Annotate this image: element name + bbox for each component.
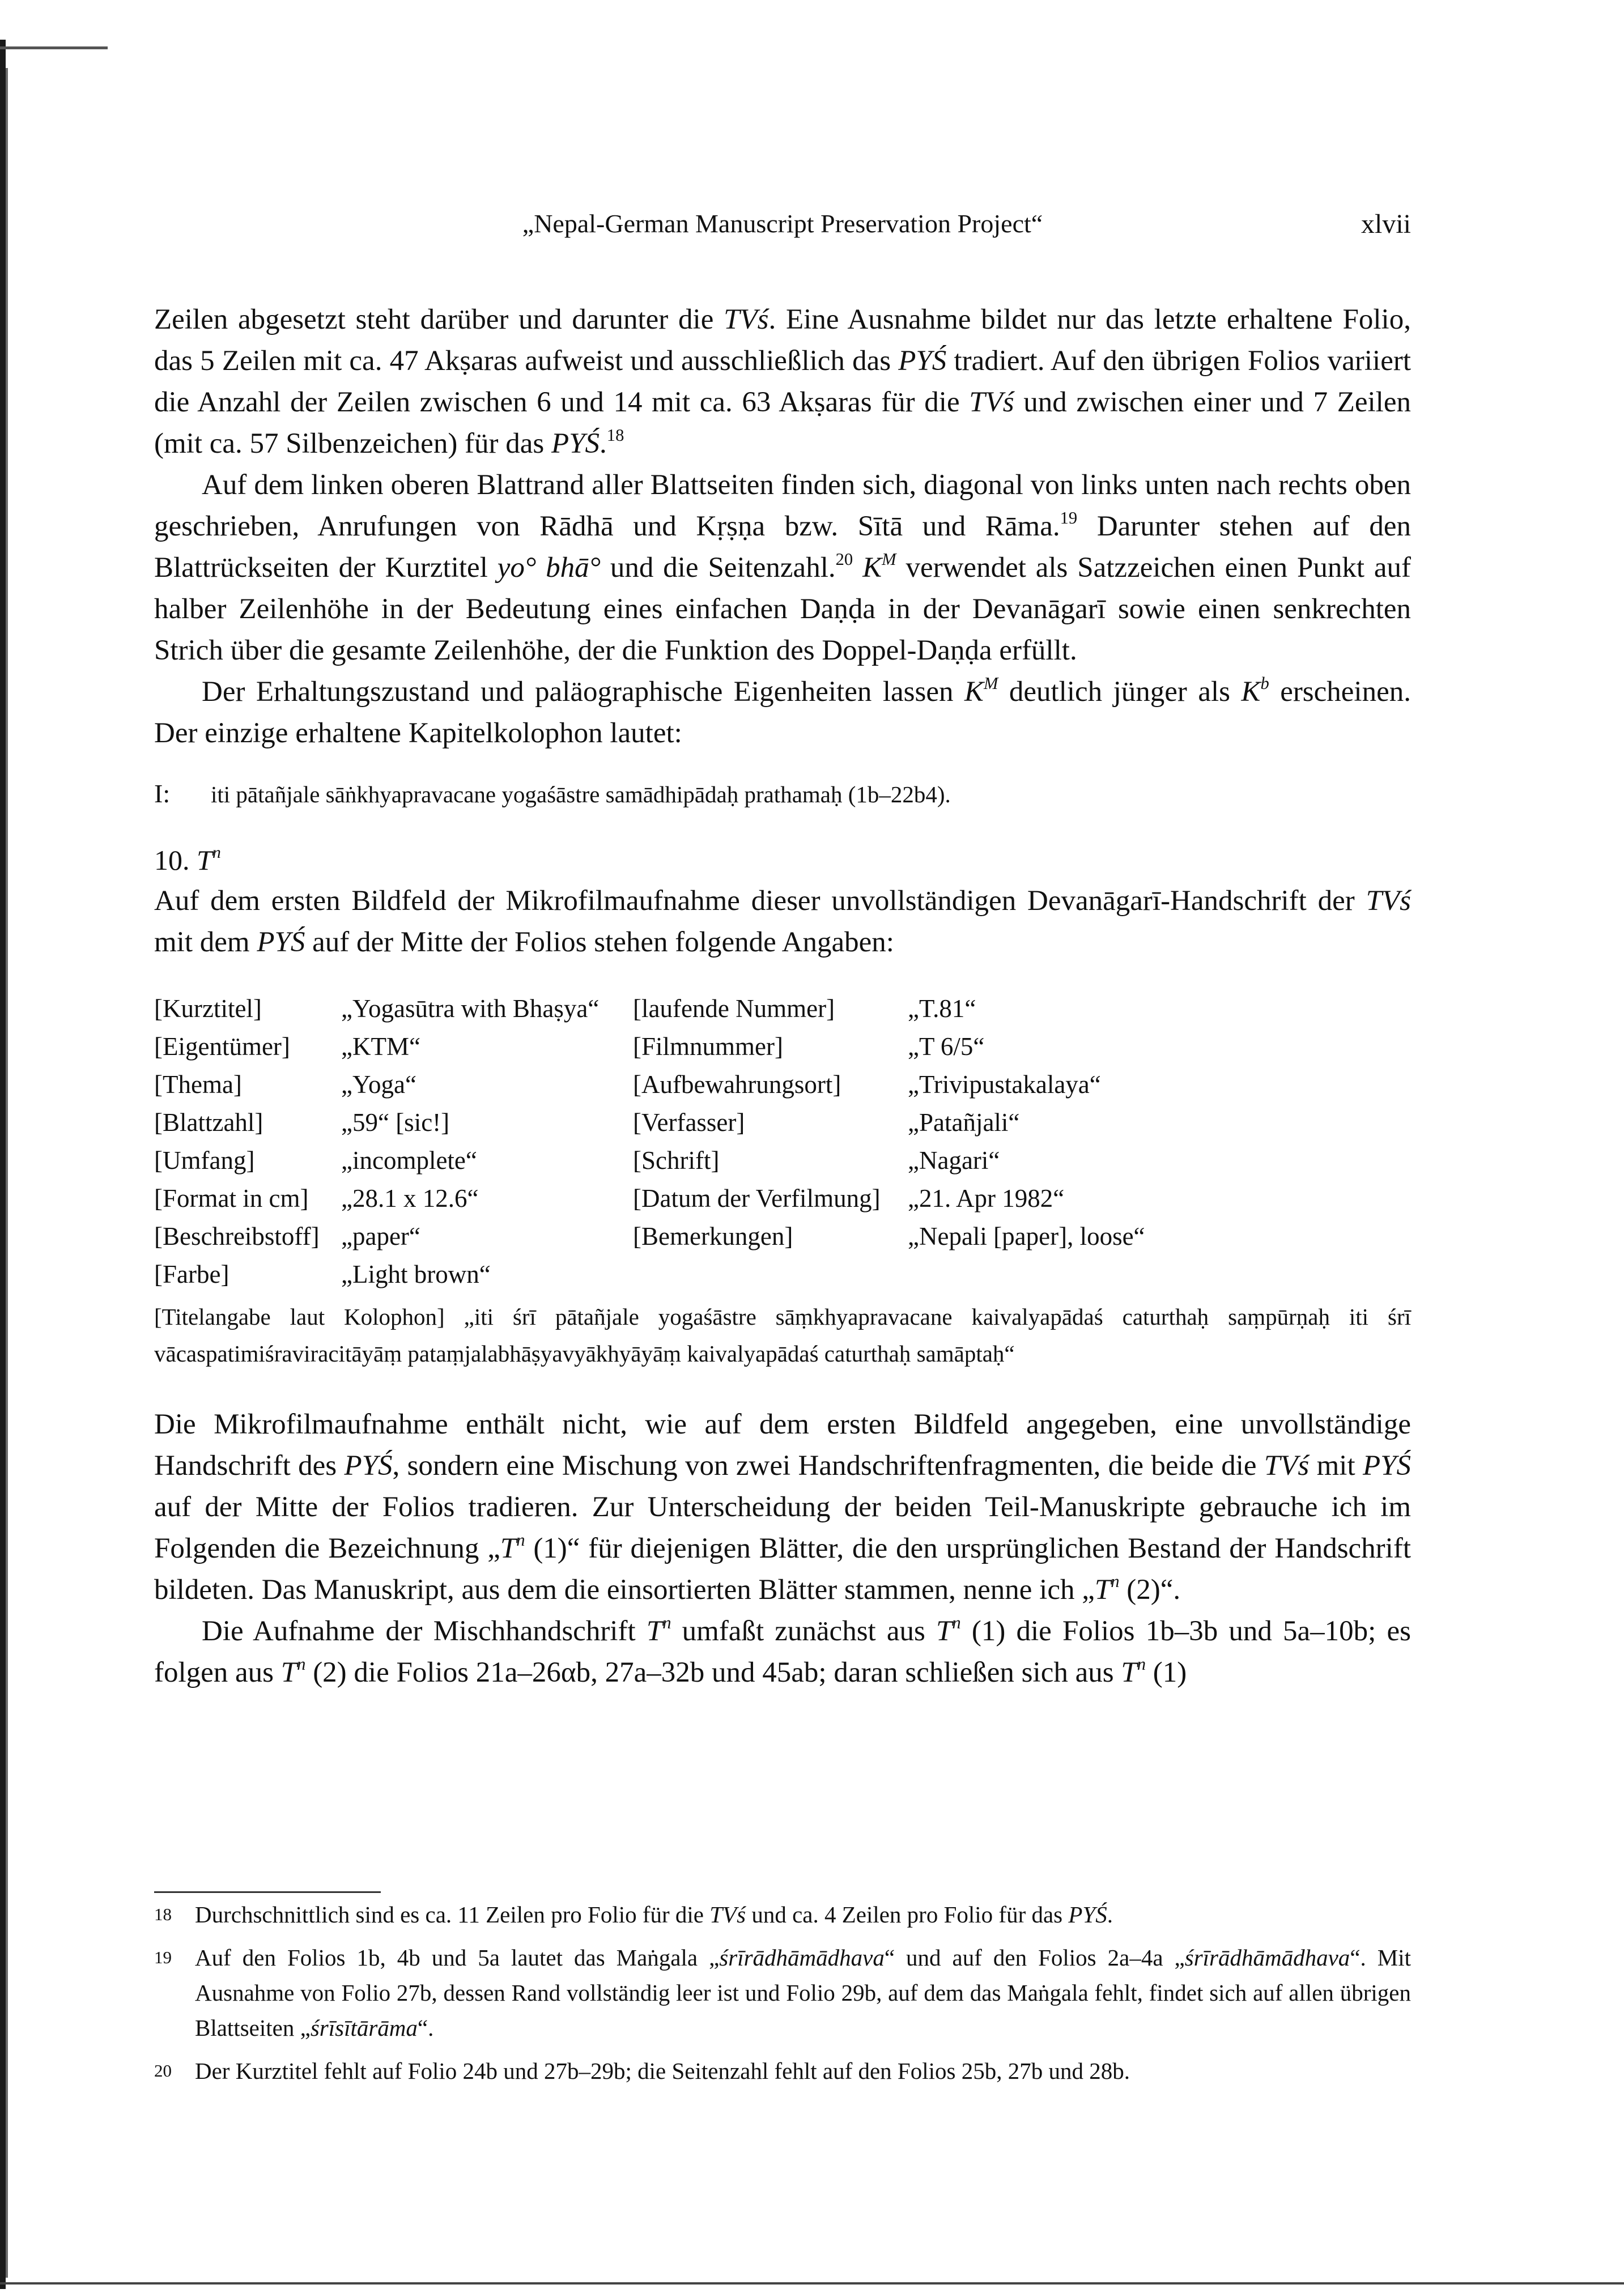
scan-edge-bottom xyxy=(0,2282,1624,2285)
scan-edge-left-shadow xyxy=(6,68,8,2278)
metadata-field-value: „Yogasūtra with Bhaṣya“ xyxy=(341,994,600,1023)
footnote-number: 20 xyxy=(154,2061,172,2081)
metadata-field-value: „T.81“ xyxy=(908,994,976,1023)
siglum-tvs: TVś xyxy=(724,304,769,335)
text: Der Kurztitel fehlt auf Folio 24b und 27b–29b; die Seitenzahl fehlt auf den Folios 25b, 27b und 28b. xyxy=(195,2058,1130,2084)
footnote-ref-19[interactable]: 19 xyxy=(1060,508,1078,527)
siglum-k: K xyxy=(1241,676,1261,708)
siglum-sup: M xyxy=(983,673,998,693)
text: “. Mit Ausnahme von Folio 27b, dessen Rand vollständig leer ist und Folio 29b, auf dem das Maṅgala fehlt, findet sich auf allen übrigen Blattseiten „ xyxy=(195,1945,1411,2041)
metadata-field-value: „Trivipustakalaya“ xyxy=(908,1070,1101,1099)
titelangabe: [Titelangabe laut Kolophon] „iti śrī pātañjale yogaśāstre sāṃkhyapravacane kaivalyapādaś caturthaḥ saṃpūrṇaḥ iti śrī vācaspatimiśraviracitāyāṃ pataṃjalabhāṣyavyākhyāyāṃ kaivalyapādaś caturthaḥ samāptaḥ“ xyxy=(154,1304,1411,1367)
siglum-pys: PYŚ xyxy=(1068,1901,1107,1928)
metadata-field-value: „59“ [sic!] xyxy=(341,1108,450,1137)
text: umfaßt zunächst aus xyxy=(671,1615,937,1647)
paragraph-2 xyxy=(154,465,1411,671)
short-title: yo° bhā° xyxy=(497,552,601,584)
siglum-t: T xyxy=(280,1657,297,1688)
paragraph-4 xyxy=(154,880,1411,963)
metadata-field-value: „incomplete“ xyxy=(341,1146,477,1175)
siglum-pys: PYŚ xyxy=(551,428,600,460)
text: Zeilen abgesetzt steht darüber und darunter die xyxy=(154,304,724,335)
metadata-field-value: „T 6/5“ xyxy=(908,1032,985,1061)
metadata-field-value: „Patañjali“ xyxy=(908,1108,1020,1137)
footnote-19 xyxy=(154,1940,1411,2045)
mangala: śrīrādhāmādhava xyxy=(1184,1945,1350,1971)
siglum-t: T xyxy=(936,1615,953,1647)
page-number: xlvii xyxy=(1361,209,1411,239)
siglum-sup: n xyxy=(297,1654,306,1674)
text: Darunter stehen auf den Blattrückseiten der Kurztitel xyxy=(154,510,1411,584)
siglum-tvs: TVś xyxy=(969,386,1014,418)
running-head xyxy=(154,209,1411,248)
siglum-tvs: TVś xyxy=(709,1901,746,1928)
footnote-18 xyxy=(154,1897,1411,1932)
metadata-field-label: [Beschreibstoff] xyxy=(154,1222,320,1250)
text: mit xyxy=(1309,1450,1363,1482)
metadata-table xyxy=(154,994,1191,1297)
metadata-row xyxy=(154,994,1191,1032)
text: (1) die Folios 1b–3b und 5a–10b; es folgen aus xyxy=(154,1615,1411,1688)
text: deutlich jünger als xyxy=(998,676,1242,708)
section-siglum: T xyxy=(197,844,212,876)
text xyxy=(853,552,862,584)
metadata-field-label: [laufende Nummer] xyxy=(633,994,835,1023)
metadata-row xyxy=(154,1222,1191,1260)
metadata-field-label: [Datum der Verfilmung] xyxy=(633,1184,881,1213)
text: (1) xyxy=(1145,1657,1187,1688)
text: und ca. 4 Zeilen pro Folio für das xyxy=(746,1901,1069,1928)
metadata-row xyxy=(154,1260,1191,1297)
text: Durchschnittlich sind es ca. 11 Zeilen pro Folio für die xyxy=(195,1901,710,1928)
metadata-field-value: „28.1 x 12.6“ xyxy=(341,1184,479,1213)
siglum-sup: n xyxy=(952,1613,961,1632)
footnotes xyxy=(154,1897,1411,2096)
text: (2) die Folios 21a–26αb, 27a–32b und 45ab; daran schließen sich aus xyxy=(305,1657,1121,1688)
paragraph-6 xyxy=(154,1611,1411,1694)
metadata-row xyxy=(154,1146,1191,1184)
footnote-number: 18 xyxy=(154,1904,172,1924)
siglum-pys: PYŚ xyxy=(257,926,305,958)
text: Die Mikrofilmaufnahme enthält nicht, wie auf dem ersten Bildfeld angegeben, eine unvollständige Handschrift des xyxy=(154,1409,1411,1482)
text: (2)“. xyxy=(1119,1574,1181,1606)
scan-edge-top xyxy=(0,46,108,49)
metadata-field-label xyxy=(633,1260,908,1297)
siglum-t: T xyxy=(646,1615,663,1647)
metadata-field-value: „Nepali [paper], loose“ xyxy=(908,1222,1145,1250)
metadata-field-value: „Yoga“ xyxy=(341,1070,416,1099)
text: Auf dem ersten Bildfeld der Mikrofilmaufnahme dieser unvollständigen Devanāgarī-Handschrift der xyxy=(154,885,1366,917)
siglum-sup: n xyxy=(516,1530,525,1550)
metadata-field-label: [Bemerkungen] xyxy=(633,1222,793,1250)
metadata-field-label: [Schrift] xyxy=(633,1146,720,1175)
text: “ und auf den Folios 2a–4a „ xyxy=(884,1945,1185,1971)
paragraph-1 xyxy=(154,299,1411,465)
mangala: śrīrādhāmādhava xyxy=(719,1945,885,1971)
mangala: śrīsītārāma xyxy=(310,2015,418,2041)
metadata-field-label: [Format in cm] xyxy=(154,1184,309,1213)
footnote-separator xyxy=(154,1891,381,1893)
text: und die Seitenzahl. xyxy=(601,552,836,584)
siglum-sup: n xyxy=(1111,1571,1120,1591)
siglum-sup: n xyxy=(1137,1654,1146,1674)
colophon-text: iti pātañjale sāṅkhyapravacane yogaśāstre samādhipādaḥ prathamaḥ (1b–22b4). xyxy=(211,781,951,807)
siglum-tvs: TVś xyxy=(1264,1450,1310,1482)
running-title: „Nepal-German Manuscript Preservation Project“ xyxy=(522,209,1043,238)
siglum-k: K xyxy=(862,552,882,584)
metadata-field-label: [Aufbewahrungsort] xyxy=(633,1070,841,1099)
siglum-sup: n xyxy=(662,1613,671,1632)
siglum-t: T xyxy=(1094,1574,1111,1606)
metadata-field-label: [Eigentümer] xyxy=(154,1032,290,1061)
metadata-field-value: „KTM“ xyxy=(341,1032,420,1061)
metadata-field-value: „paper“ xyxy=(341,1222,420,1250)
metadata-field-value: „21. Apr 1982“ xyxy=(908,1184,1065,1213)
text: Der Erhaltungszustand und paläographische Eigenheiten lassen xyxy=(202,676,964,708)
footnote-ref-18[interactable]: 18 xyxy=(606,425,624,445)
colophon xyxy=(154,777,1411,811)
metadata-field-label: [Verfasser] xyxy=(633,1108,745,1137)
text: auf der Mitte der Folios tradieren. Zur Unterscheidung der beiden Teil-Manuskripte gebrauche ich im Folgenden die Bezeichnung „ xyxy=(154,1491,1411,1564)
footnote-20 xyxy=(154,2053,1411,2088)
paragraph-3 xyxy=(154,671,1411,754)
siglum-t: T xyxy=(500,1533,517,1564)
metadata-field-label: [Blattzahl] xyxy=(154,1108,263,1137)
main-text xyxy=(154,299,1411,1694)
metadata-field-label: [Thema] xyxy=(154,1070,242,1099)
footnote-number: 19 xyxy=(154,1947,172,1967)
scan-edge-left xyxy=(0,40,6,2289)
metadata-field-label: [Kurztitel] xyxy=(154,994,262,1023)
metadata-field-value xyxy=(908,1260,1191,1297)
siglum-tvs: TVś xyxy=(1366,885,1411,917)
colophon-label: I: xyxy=(154,779,171,808)
siglum-pys: PYŚ xyxy=(898,345,947,377)
text: Auf den Folios 1b, 4b und 5a lautet das Maṅgala „ xyxy=(195,1945,720,1971)
text: , sondern eine Mischung von zwei Handschriftenfragmenten, die beide die xyxy=(392,1450,1264,1482)
siglum-sup: n xyxy=(212,843,221,862)
text: (1)“ für diejenigen Blätter, die den ursprünglichen Bestand der Handschrift bildeten. Das Manuskript, aus dem die einsortierten Blätter stammen, nenne ich „ xyxy=(154,1533,1411,1606)
metadata-field-value: „Light brown“ xyxy=(341,1260,491,1288)
text: tradiert. Auf den übrigen Folios variiert die Anzahl der Zeilen zwischen 6 und 14 mit ca. 63 Akṣaras für die xyxy=(154,345,1411,418)
siglum-k: K xyxy=(964,676,984,708)
text: und zwischen einer und 7 Zeilen (mit ca. 57 Silbenzeichen) für das xyxy=(154,386,1411,460)
metadata-field-value: „Nagari“ xyxy=(908,1146,1000,1175)
siglum-pys: PYŚ xyxy=(1362,1450,1411,1482)
siglum-t: T xyxy=(1121,1657,1137,1688)
text: . xyxy=(600,428,607,460)
metadata-field-label: [Filmnummer] xyxy=(633,1032,783,1061)
text: Auf dem linken oberen Blattrand aller Blattseiten finden sich, diagonal von links unten nach rechts oben geschrieben, Anrufungen von Rādhā und Kṛṣṇa bzw. Sītā und Rāma. xyxy=(154,469,1411,542)
metadata-field-label: [Farbe] xyxy=(154,1260,229,1288)
text: Die Aufnahme der Mischhandschrift xyxy=(202,1615,647,1647)
siglum-sup: b xyxy=(1260,673,1269,693)
siglum-pys: PYŚ xyxy=(344,1450,393,1482)
section-number: 10. xyxy=(154,844,190,876)
text: . Eine Ausnahme bildet nur das letzte erhaltene Folio, das 5 Zeilen mit ca. 47 Akṣaras aufweist und ausschließlich das xyxy=(154,304,1411,377)
siglum-sup: M xyxy=(882,549,896,569)
metadata-row xyxy=(154,1184,1191,1222)
text: verwendet als Satzzeichen einen Punkt auf halber Zeilenhöhe in der Bedeutung eines einfachen Daṇḍa in der Devanāgarī sowie einen senkrechten Strich über die gesamte Zeilenhöhe, der die Funktion des Doppel-Daṇḍa erfüllt. xyxy=(154,552,1411,666)
text: erscheinen. Der einzige erhaltene Kapitelkolophon lautet: xyxy=(154,676,1411,749)
paragraph-5 xyxy=(154,1404,1411,1611)
footnote-ref-20[interactable]: 20 xyxy=(835,549,853,569)
text: . xyxy=(1107,1901,1113,1928)
metadata-row xyxy=(154,1070,1191,1108)
metadata-row xyxy=(154,1032,1191,1070)
text: mit dem xyxy=(154,926,257,958)
metadata-field-label: [Umfang] xyxy=(154,1146,255,1175)
text: auf der Mitte der Folios stehen folgende Angaben: xyxy=(305,926,894,958)
metadata-row xyxy=(154,1108,1191,1146)
section-heading xyxy=(154,840,1411,880)
text: “. xyxy=(417,2015,434,2041)
